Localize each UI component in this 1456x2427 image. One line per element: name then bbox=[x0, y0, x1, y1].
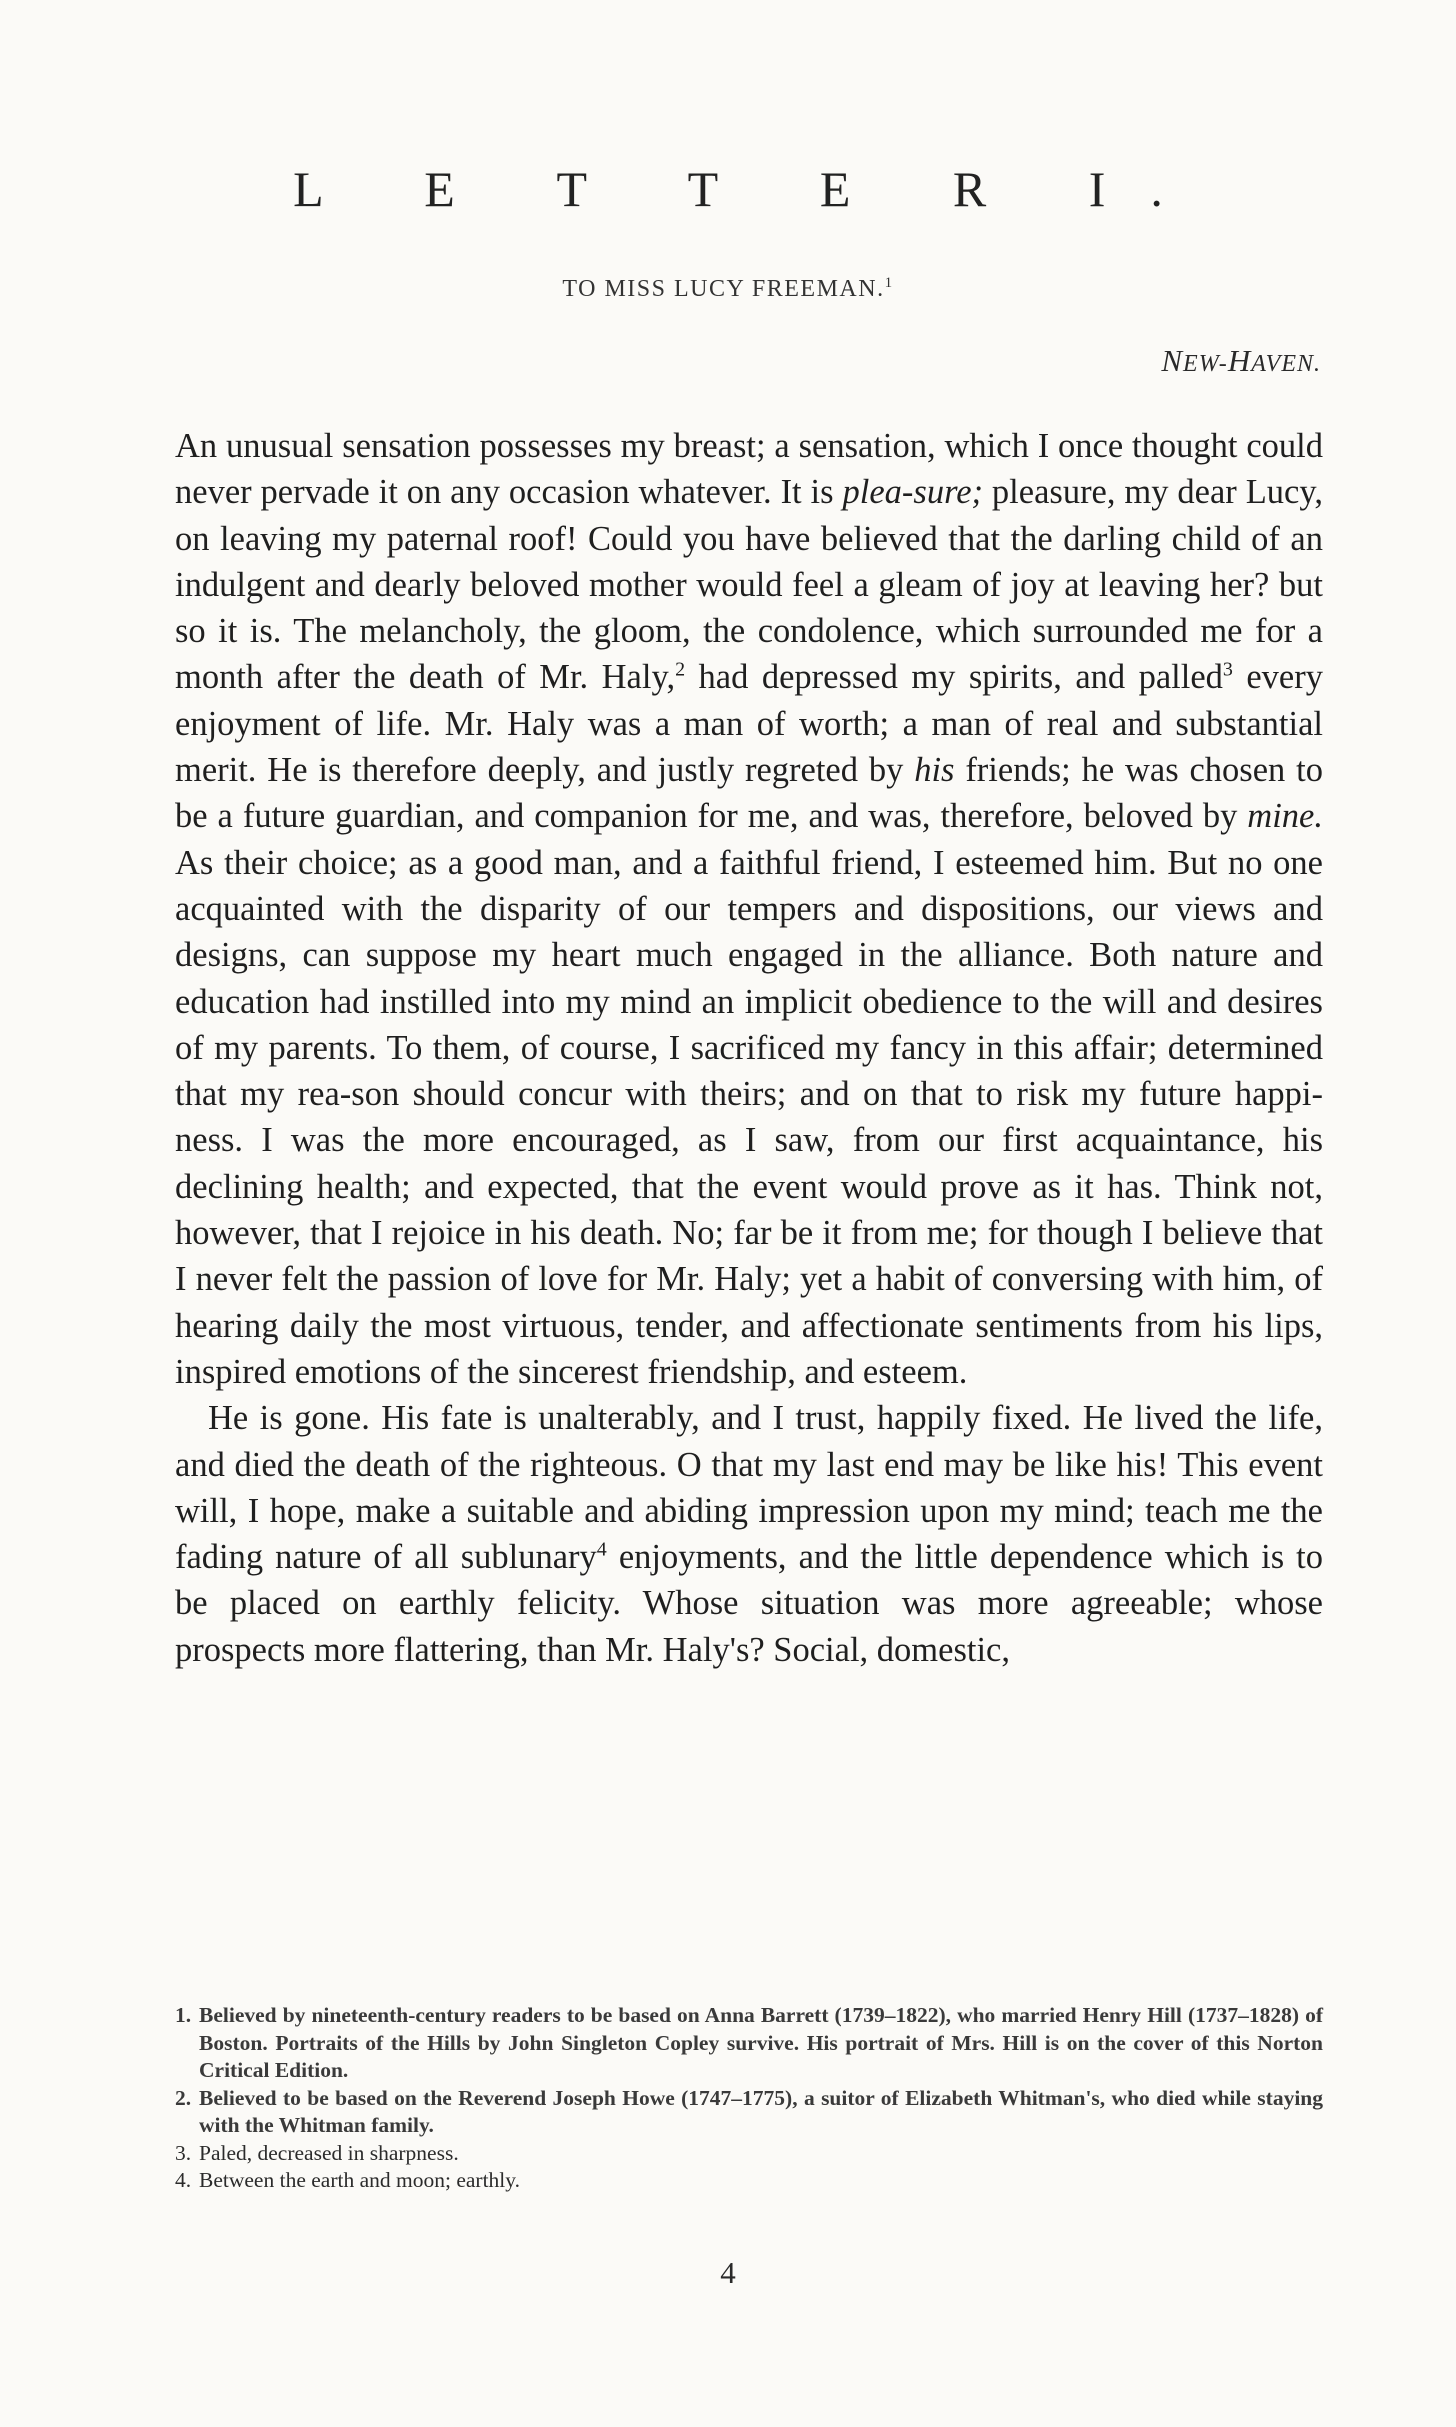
paragraph-1: An unusual sensation possesses my breast; a sensation, which I once thought could never pervade it on any occasion whatever. It is plea-sure; pleasure, my dear Lucy, on leaving my paternal roof! Could you have believed that the darling child of an indulgent and dearly beloved mother would feel a gleam of joy at leaving her? but so it is. The melancholy, the gloom, the condolence, which surrounded me for a month after the death of Mr. Haly,$^2$ had depressed my spirits, and palled$^3$ every enjoyment of life. Mr. Haly was a man of worth; a man of real and substantial merit. He is therefore deeply, and justly regreted by his friends; he was chosen to be a future guardian, and companion for me, and was, therefore, beloved by mine. As their choice; as a good man, and a faithful friend, I esteemed him. But no one acquainted with the disparity of our tempers and dispositions, our views and designs, can suppose my heart much engaged in the alliance. Both nature and education had instilled into my mind an implicit obedience to the will and desires of my parents. To them, of course, I sacrificed my fancy in this affair; determined that my rea-son should concur with theirs; and on that to risk my future happi-ness. I was the more encouraged, as I saw, from our first acquaintance, his declining health; and expected, that the event would prove as it has. Think not, however, that I rejoice in his death. No; far be it from me; for though I believe that I never felt the passion of love for Mr. Haly; yet a habit of conversing with him, of hearing daily the most virtuous, tender, and affectionate sentiments from his lips, inspired emotions of the sincerest friendship, and esteem. bbox=[175, 427, 1323, 1391]
footnote-ref-1: 1 bbox=[884, 275, 894, 291]
footnote-3: 3. Paled, decreased in sharpness. bbox=[175, 2140, 459, 2165]
footnote-ref-4: 4 bbox=[596, 1538, 607, 1561]
page-number: 4 bbox=[720, 2255, 736, 2290]
place-smallcaps-1: EW- bbox=[1183, 351, 1228, 377]
italic-his: his bbox=[914, 751, 955, 790]
paragraph-2: He is gone. His fate is unalterably, and I trust, happily fixed. He lived the life, and died the death of the righteous. O that my last end may be like his! This event will, I hope, make a suitable and abiding impression upon my mind; teach me the fading nature of all sublunary$^4$ enjoyments, and the little dependence which is to be placed on earthly felicity. Whose situation was more agreeable; whose prospects more flattering, than Mr. Haly's? Social, domestic, bbox=[175, 1399, 1323, 1669]
letter-heading: L E T T E R I. bbox=[293, 161, 1208, 217]
place-initial-1: N bbox=[1161, 343, 1184, 378]
footnote-1: 1. Believed by nineteenth-century readers to be based on Anna Barrett (1739–1822), who married Henry Hill (1737–1828) of Boston. Portraits of the Hills by John Singleton Copley survive. His portrait of Mrs. Hill is on the cover of this Norton Critical Edition. bbox=[175, 2003, 1323, 2082]
footnote-ref-2: 2 bbox=[675, 658, 686, 681]
addressee-text: TO MISS LUCY FREEMAN. bbox=[562, 276, 885, 302]
italic-mine: mine. bbox=[1247, 797, 1323, 836]
footnote-ref-3: 3 bbox=[1222, 658, 1233, 681]
place-line bbox=[1161, 343, 1321, 379]
place-smallcaps-2: AVEN. bbox=[1251, 351, 1321, 377]
footnotes bbox=[175, 2002, 1323, 2195]
addressee-line bbox=[0, 275, 1456, 303]
letter-body bbox=[175, 423, 1323, 1673]
italic-pleasure: plea-sure; bbox=[842, 473, 984, 512]
footnote-4: 4. Between the earth and moon; earthly. bbox=[175, 2168, 520, 2192]
footnote-2: 2. Believed to be based on the Reverend Joseph Howe (1747–1775), a suitor of Elizabeth Whitman's, who died while staying with the Whitman family. bbox=[175, 2085, 1323, 2137]
place-initial-2: H bbox=[1227, 343, 1252, 378]
